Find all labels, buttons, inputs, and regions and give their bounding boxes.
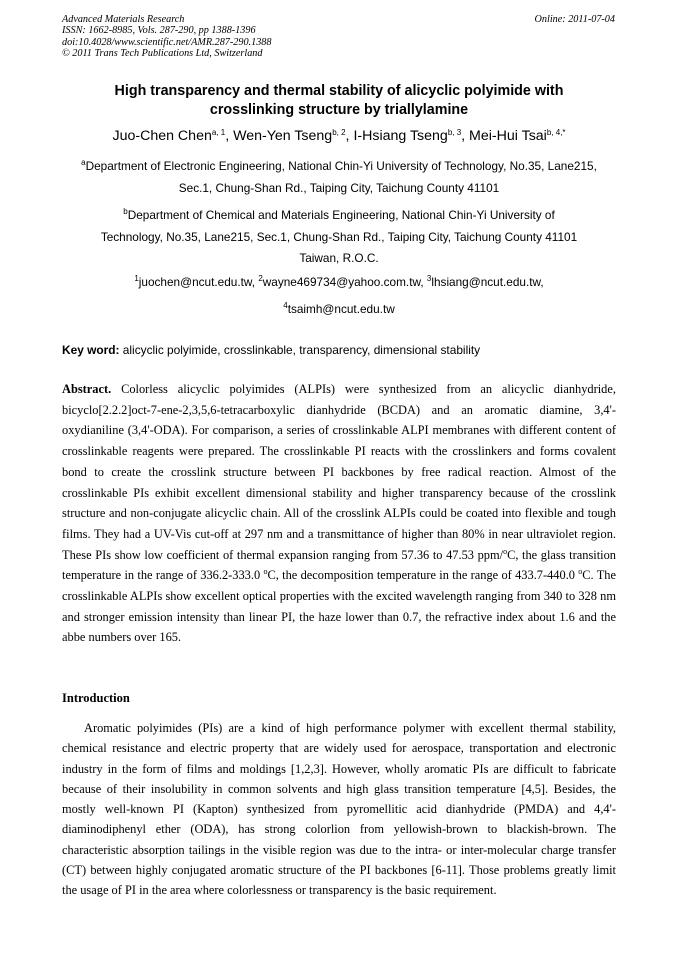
author-sup: a, 1 (211, 128, 226, 137)
affiliation-text: Sec.1, Chung-Shan Rd., Taiping City, Taichung County 41101 (178, 180, 500, 195)
degree-mark: o (263, 567, 268, 577)
introduction-paragraph: Aromatic polyimides (PIs) are a kind of high performance polymer with excellent thermal stability, chemical resistance and electric property that are widely used for aerospace, transportation and electronic industry in the form of films and moldings [1,2,3]. However, wholly aromatic PIs are difficult to fabricate because of their insolubility in common solvents and high glass transition temperature [4,5]. Besides, the mostly well-known PI (Kapton) synthesized from pyromellitic acid dianhydride (PMDA) and 4,4'-diaminodiphenyl ether (ODA), has strong colorlion from yellowish-brown to blackish-brown. The characteristic absorption tailings in the visible region was due to the intra- or inter-molecular charge transfer (CT) between highly conjugated aromatic structure of the PI backbones [6-11]. Those problems greatly limit the usage of PI in the area where colorlessness or transparency is the basic requirement. (62, 721, 616, 898)
abstract-text: C, the glass transition temperature in the range of 336.2-333.0 (62, 547, 616, 583)
keywords-label: Key word: (62, 343, 120, 357)
degree-mark: o (578, 567, 583, 577)
author-name: Mei-Hui Tsai (469, 128, 547, 144)
abstract-text: C, the decomposition temperature in the range of 433.7-440.0 (267, 568, 579, 583)
affiliation-text: Technology, No.35, Lane215, Sec.1, Chung-Shan Rd., Taiping City, Taichung County 41101 (100, 229, 578, 244)
abstract (62, 379, 616, 648)
degree-mark: o (503, 546, 508, 556)
abstract-text: Colorless alicyclic polyimides (ALPIs) were synthesized from an alicyclic dianhydride, bicyclo[2.2.2]oct-7-ene-2,3,5,6-tetracarboxylic dianhydride (BCDA) and an aromatic diamine, 3,4'-oxydianiline (3,4'-ODA). For comparison, a series of crosslinkable ALPI membranes with different content of crosslinkable reagents were prepared. The crosslinkable PI reacts with the crosslinkers and forms covalent bond to create the crosslink structure between PI backbones by free radical reaction. Almost of the crosslinkable PIs exhibit excellent dimensional stability and higher transparency because of the crosslink structure and non-conjugate alicyclic chain. All of the crosslink ALPIs could be coated into flexible and tough films. They had a UV-Vis cut-off at 297 nm and a transmittance of higher than 80% in near ultraviolet region. These PIs show low coefficient of thermal expansion ranging from 57.36 to 47.53 ppm/ (62, 382, 616, 562)
title-line-1: High transparency and thermal stability of alicyclic polyimide with (114, 83, 564, 99)
email-mark: 3 (426, 274, 432, 283)
email-link: lhsiang@ncut.edu.tw, (431, 275, 544, 289)
affiliation-mark: a (81, 158, 86, 167)
author-name: I-Hsiang Tseng (353, 128, 448, 144)
author-sup: b, 4,* (546, 128, 566, 137)
journal-name: Advanced Materials Research (62, 14, 185, 25)
email-link: wayne469734@yahoo.com.tw, (262, 275, 424, 289)
author-list: Juo-Chen Chen$^{a, 1}$, Wen-Yen Tseng$^{b, 2}$, I-Hsiang Tseng$^{b, 3}$, Mei-Hui Tsai$^{b, 4,*}$ (112, 128, 566, 144)
email-mark: 2 (258, 274, 263, 283)
journal-doi: doi:10.4028/www.scientific.net/AMR.287-290.1388 (62, 36, 272, 48)
email-list (62, 272, 616, 294)
title-line-2: crosslinking structure by triallylamine (209, 102, 469, 118)
author-name: Wen-Yen Tseng (233, 128, 333, 144)
journal-copyright: © 2011 Trans Tech Publications Ltd, Switzerland (62, 47, 263, 59)
email-mark: 1 (134, 274, 139, 283)
email-mark: 4 (283, 301, 288, 310)
affiliation-a (62, 156, 616, 199)
email-list-continued (62, 299, 616, 321)
author-name: Juo-Chen Chen (112, 128, 212, 144)
journal-issn: ISSN: 1662-8985, Vols. 287-290, pp 1388-1396 (62, 25, 256, 37)
affiliation-text: Department of Chemical and Materials Engineering, National Chin-Yi University of (127, 208, 555, 222)
affiliation-mark: b (123, 207, 128, 216)
affiliation-text: Department of Electronic Engineering, National Chin-Yi University of Technology, No.35, Lane215, (85, 159, 597, 173)
abstract-text: C. The crosslinkable ALPIs show excellent optical properties with the excited wavelength ranging from 340 to 328 nm and stronger emission intensity than linear PI, the haze lower than 0.7, the refractive index about 1.6 and the abbe numbers over 165. (62, 568, 616, 645)
email-link: juochen@ncut.edu.tw, (138, 275, 256, 289)
keywords (62, 342, 616, 358)
abstract-label: Abstract. (62, 382, 112, 396)
section-heading: Introduction (62, 691, 130, 705)
email-link: tsaimh@ncut.edu.tw (287, 302, 395, 316)
paper-title (62, 82, 616, 120)
author-sup: b, 2 (332, 128, 346, 137)
keywords-text: alicyclic polyimide, crosslinkable, transparency, dimensional stability (122, 343, 481, 357)
online-date: Online: 2011-07-04 (534, 14, 615, 25)
author-sup: b, 3 (447, 128, 462, 137)
journal-header (62, 14, 271, 59)
affiliation-b (62, 205, 616, 270)
affiliation-text: Taiwan, R.O.C. (299, 251, 379, 265)
